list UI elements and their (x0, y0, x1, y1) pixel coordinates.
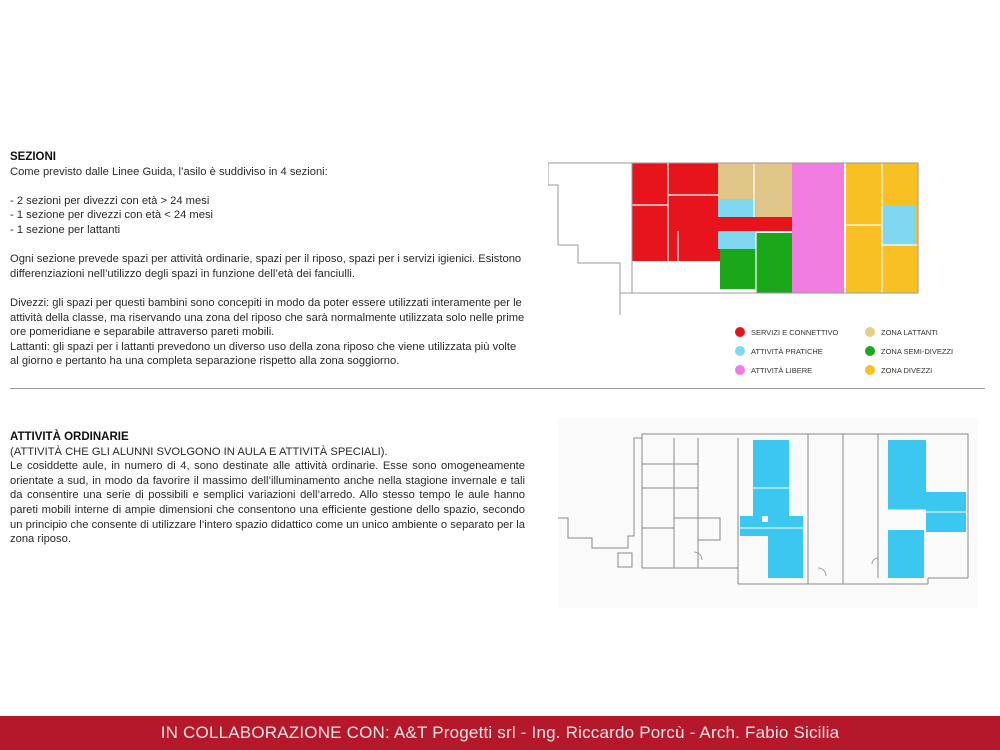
classroom-floor-plan (558, 418, 978, 608)
legend-item (865, 346, 953, 356)
zoning-floor-plan (548, 145, 938, 315)
legend-dot-icon (735, 365, 745, 375)
sezioni-paragraph-3: Lattanti: gli spazi per i lattanti prevedono un diverso uso della zona riposo che viene utilizzata più volte al giorno e pertanto ha una completa separazione rispetto alla zona soggiorno. (10, 340, 517, 368)
sezioni-section (10, 150, 525, 369)
legend-dot-icon (865, 365, 875, 375)
legend-dot-icon (735, 346, 745, 356)
sezioni-heading: SEZIONI (10, 151, 57, 163)
servizi-zone (632, 163, 720, 261)
section-divider (10, 388, 985, 389)
legend-label: ZONA SEMI-DIVEZZI (881, 346, 954, 356)
legend-label: ZONA LATTANTI (881, 327, 938, 337)
collaboration-footer: IN COLLABORAZIONE CON: A&T Progetti srl - Ing. Riccardo Porcù - Arch. Fabio Sicilia (0, 716, 1000, 750)
attivita-subtitle: (ATTIVITÀ CHE GLI ALUNNI SVOLGONO IN AULA E ATTIVITÀ SPECIALI). (10, 445, 388, 458)
legend-label: ATTIVITÀ PRATICHE (751, 346, 823, 356)
sezioni-paragraph-1: Ogni sezione prevede spazi per attività ordinarie, spazi per il riposo, spazi per i servizi igienici. Esistono differenziazioni nell’utilizzo degli spazi in funzione dell’età dei fanciulli. (10, 253, 522, 280)
legend-item (735, 327, 838, 337)
legend-label: ATTIVITÀ LIBERE (751, 365, 813, 375)
legend-dot-icon (865, 327, 875, 337)
legend-item (735, 365, 812, 375)
sezioni-list-item: - 2 sezioni per divezzi con età > 24 mesi (10, 194, 210, 207)
legend-dot-icon (735, 327, 745, 337)
legend-item (865, 327, 938, 337)
sezioni-list-item: - 1 sezione per divezzi con età < 24 mesi (10, 209, 214, 222)
attivita-section (10, 430, 525, 547)
legend-item (865, 365, 932, 375)
attivita-heading: ATTIVITÀ ORDINARIE (10, 431, 129, 443)
attivita-libere-zone (792, 163, 844, 293)
sezioni-intro: Come previsto dalle Linee Guida, l’asilo è suddiviso in 4 sezioni: (10, 165, 328, 178)
semi-divezzi-zone (720, 249, 756, 289)
sezioni-list-item: - 1 sezione per lattanti (10, 223, 121, 236)
sezioni-paragraph-2: Divezzi: gli spazi per questi bambini sono concepiti in modo da poter essere utilizzati interamente per le attività della classe, ma riservando una zona del riposo che sarà normalmente utilizzata solo nelle prime ore pomeridiane e separabile attraverso pareti mobili. (10, 296, 525, 339)
legend-item (735, 346, 823, 356)
legend-dot-icon (865, 346, 875, 356)
legend-label: SERVIZI E CONNETTIVO (751, 327, 839, 337)
legend-label: ZONA DIVEZZI (881, 365, 933, 375)
attivita-body: Le cosiddette aule, in numero di 4, sono destinate alle attività ordinarie. Esse sono omogeneamente orientate a sud, in modo da favorire il massimo dell’illuminamento anche nella stagione invernale e tali da consentire una serie di possibili e semplici variazioni dell’arredo. Allo stesso tempo le aule hanno pareti mobili interne di ampie dimensioni che consentono una efficiente gestione dello spazio, secondo un principio che consente di utilizzare l’intero spazio didattico come un unico ambiente o separato per la zona riposo. (10, 460, 525, 546)
